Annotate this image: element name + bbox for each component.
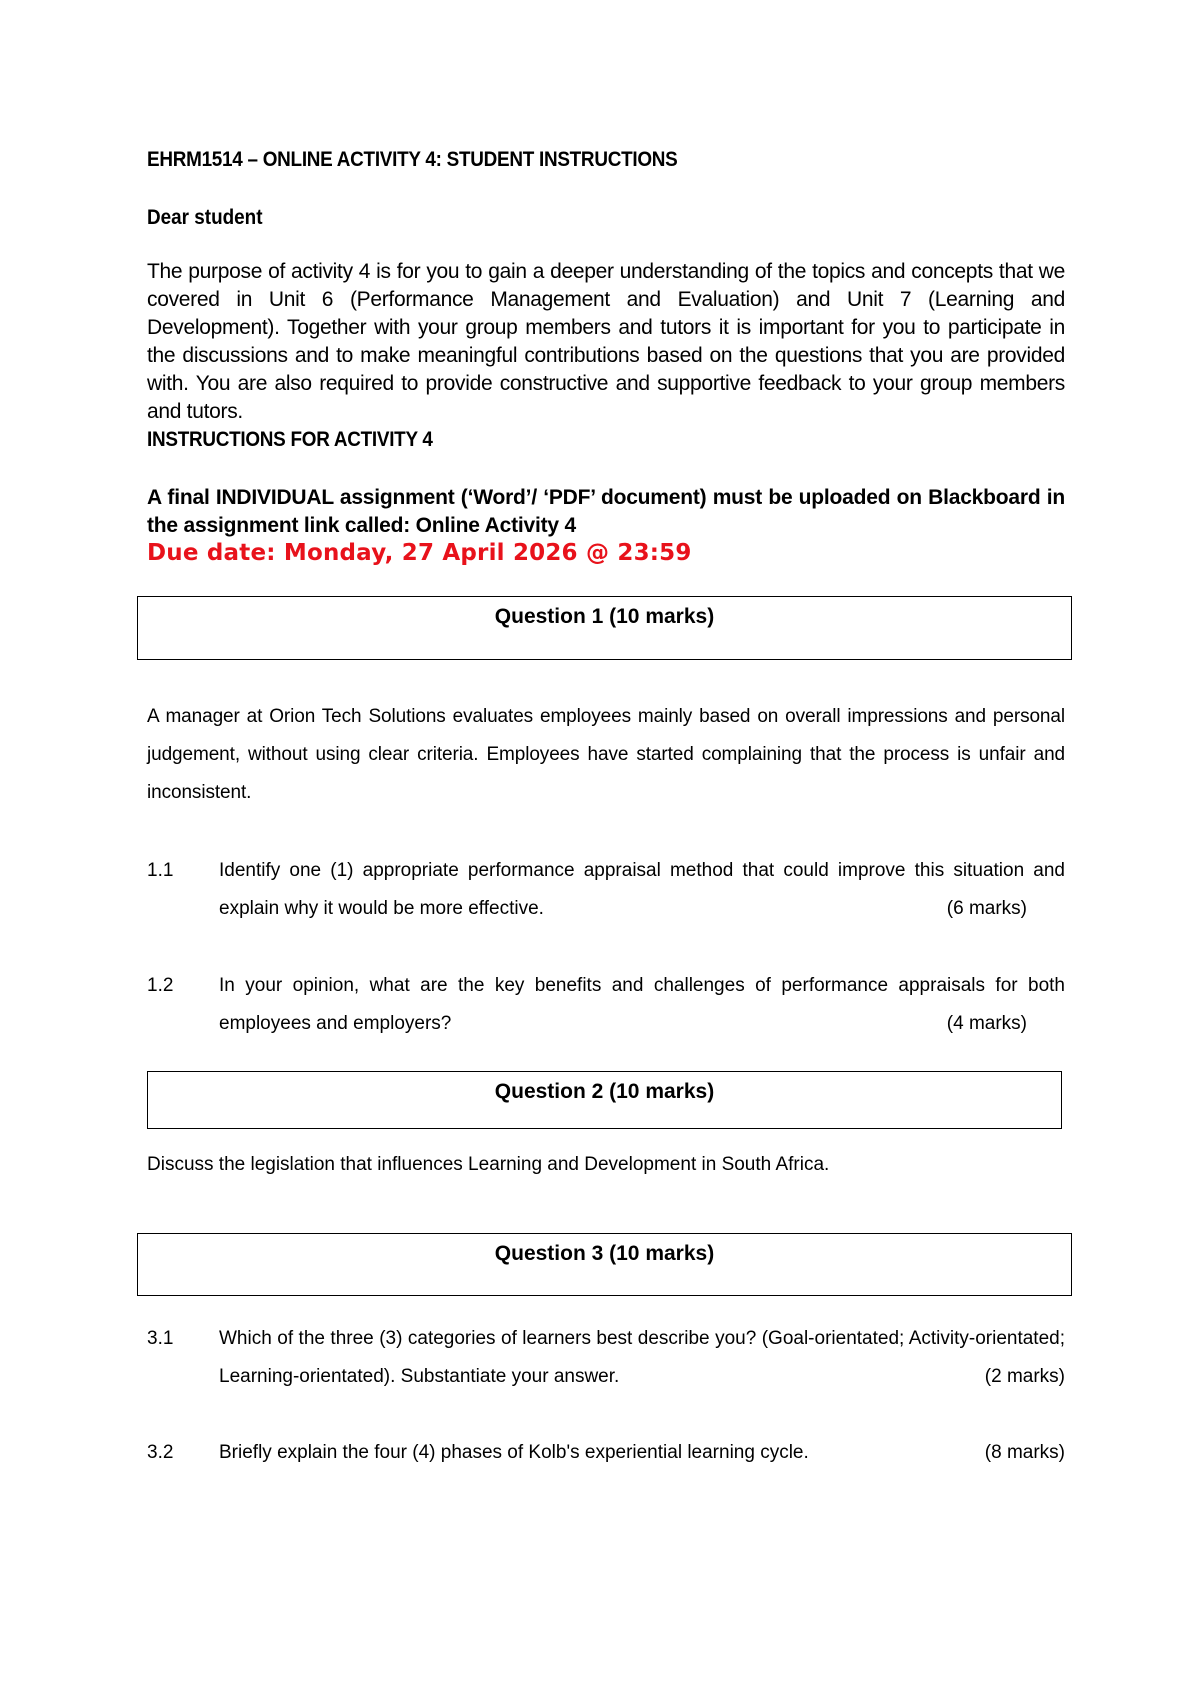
question-1-heading: Question 1 (10 marks) [494, 605, 715, 628]
question-2-header-box [147, 1071, 1062, 1129]
item-number: 3.2 [147, 1442, 174, 1463]
question-3-header-box [137, 1233, 1072, 1296]
question-1-header-box [137, 596, 1072, 660]
question-2-text: Discuss the legislation that influences Learning and Development in South Africa. [147, 1154, 830, 1175]
item-number: 1.1 [147, 860, 174, 881]
question-3-heading: Question 3 (10 marks) [494, 1242, 715, 1265]
instructions-heading: INSTRUCTIONS FOR ACTIVITY 4 [147, 428, 433, 451]
purpose-paragraph: The purpose of activity 4 is for you to gain a deeper understanding of the topics and concepts that we covered in Unit 6 (Performance Management and Evaluation) and Unit 7 (Learning and Development). Together with your group members and tutors it is important for you to participate in the discussions and to make meaningful contributions based on the questions that you are provided with. You are also required to provide constructive and supportive feedback to your group members and tutors. [147, 260, 1065, 423]
item-text: Identify one (1) appropriate performance appraisal method that could improve this situation and explain why it would be more effective. [219, 860, 1065, 919]
document-title: EHRM1514 – ONLINE ACTIVITY 4: STUDENT INSTRUCTIONS [147, 148, 678, 171]
item-marks: (2 marks) [984, 1366, 1065, 1387]
final-assignment-notice: A final INDIVIDUAL assignment (‘Word’/ ‘PDF’ document) must be uploaded on Blackboard in the assignment link called: Online Activity 4 [147, 486, 1065, 537]
item-number: 3.1 [147, 1328, 174, 1349]
item-marks: (6 marks) [946, 898, 1027, 919]
item-marks: (4 marks) [946, 1013, 1027, 1034]
greeting: Dear student [147, 206, 263, 229]
item-text: Which of the three (3) categories of learners best describe you? (Goal-orientated; Activity-orientated; Learning-orientated). Substantiate your answer. (2 marks) [219, 1320, 1065, 1396]
item-text: Briefly explain the four (4) phases of Kolb's experiential learning cycle. (8 marks) [219, 1434, 1065, 1472]
item-marks: (8 marks) [984, 1442, 1065, 1463]
item-text: In your opinion, what are the key benefits and challenges of performance appraisals for both employees and employers? [219, 975, 1065, 1034]
question-2-heading: Question 2 (10 marks) [494, 1080, 715, 1103]
item-number: 1.2 [147, 975, 174, 996]
due-date: Due date: Monday, 27 April 2026 @ 23:59 [147, 540, 692, 566]
question-1-scenario: A manager at Orion Tech Solutions evaluates employees mainly based on overall impressions and personal judgement, without using clear criteria. Employees have started complaining that the process is unfair and inconsistent. [147, 706, 1065, 803]
